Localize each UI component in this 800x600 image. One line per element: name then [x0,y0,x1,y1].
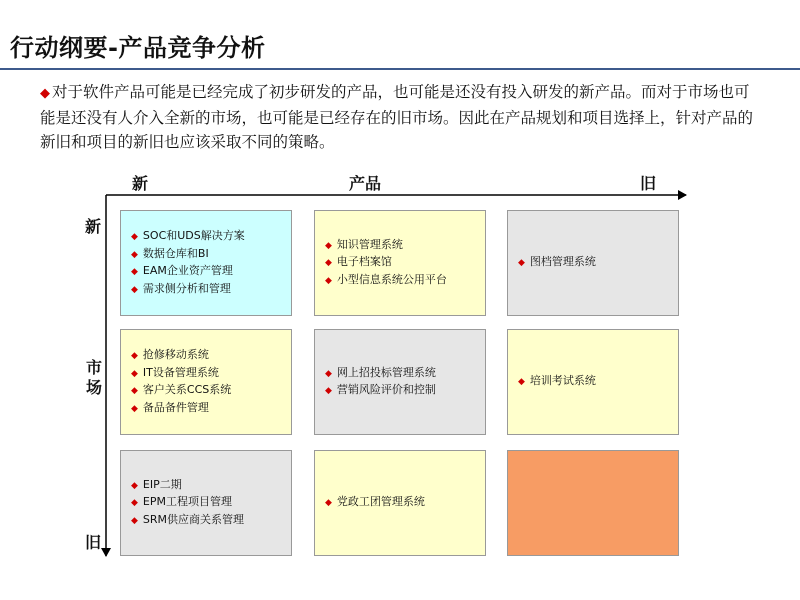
list-item-label: IT设备管理系统 [142,365,219,379]
list-item [325,254,447,272]
product-new-label: 新 [132,174,149,193]
diamond-bullet-icon: ◆ [131,403,138,414]
diamond-bullet-icon: ◆ [131,249,138,260]
list-item [518,254,596,272]
list-item [131,246,245,264]
matrix-cell-new-new [120,210,292,316]
diamond-bullet-icon: ◆ [131,351,138,361]
market-new-label: 新 [85,217,102,236]
diamond-bullet-icon: ◆ [131,386,138,396]
list-item [131,494,244,512]
list-item-label: 知识管理系统 [336,237,403,251]
diamond-bullet-icon: ◆ [325,368,332,379]
list-item [131,228,245,246]
title-divider [0,68,800,70]
list-item-label: 抢修移动系统 [142,348,209,361]
diamond-bullet-icon: ◆ [325,240,332,251]
list-item-label: SRM供应商关系管理 [142,512,245,526]
list-item-label: SOC和UDS解决方案 [142,229,245,242]
list-item-label: 小型信息系统公用平台 [336,272,447,286]
list-item [131,365,231,383]
list-item-label: 图档管理系统 [529,255,596,269]
list-item [131,477,244,495]
diamond-bullet-icon: ◆ [325,275,332,286]
diamond-bullet-icon: ◆ [131,267,138,277]
page-title: 行动纲要-产品竞争分析 [10,34,266,62]
matrix-cell-old-new [120,450,292,556]
diamond-bullet-icon: ◆ [518,258,525,269]
list-item-label: 党政工团管理系统 [336,495,425,509]
intro-paragraph [40,80,760,154]
list-item-label: 备品备件管理 [142,400,209,414]
diamond-bullet-icon: ◆ [131,515,138,526]
list-item [131,281,245,299]
diamond-bullet-icon: ◆ [325,258,332,269]
diamond-bullet-icon: ◆ [131,284,138,295]
list-item-label: EAM企业资产管理 [142,264,233,277]
diamond-bullet-icon: ◆ [131,498,138,509]
list-item [131,512,244,530]
diamond-bullet-icon: ◆ [131,232,138,242]
diamond-bullet-icon: ◆ [131,368,138,379]
list-item-label: EIP二期 [142,477,182,491]
list-item-label: 培训考试系统 [529,374,596,388]
list-item-label: 客户关系CCS系统 [142,383,232,396]
list-item [131,382,231,400]
matrix-cell-mid-old [507,329,679,435]
matrix-cell-new-old [507,210,679,316]
intro-text: 对于软件产品可能是已经完成了初步研发的产品，也可能是还没有投入研发的新产品。而对于市场也可能是还没有人介入全新的市场，也可能是已经存在的旧市场。因此在产品规划和项目选择上，针对产品的新旧和项目的新旧也应该采取不同的策略。 [40,83,754,151]
matrix-cell-old-mid [314,450,486,556]
list-item [325,494,425,512]
list-item-label: 电子档案馆 [336,255,392,269]
list-item [518,373,596,391]
diamond-bullet-icon: ◆ [325,386,332,396]
list-item [131,400,231,418]
matrix-cell-mid-mid [314,329,486,435]
list-item [131,263,245,281]
matrix-cell-new-mid [314,210,486,316]
list-item-label: 网上招投标管理系统 [336,365,436,379]
product-axis-label: 产品 [349,174,382,193]
market-old-label: 旧 [85,533,102,552]
market-axis-label: 市场 [85,358,102,397]
list-item-label: EPM工程项目管理 [142,495,232,509]
list-item [325,382,436,400]
matrix-cell-mid-new [120,329,292,435]
list-item-label: 数据仓库和BI [142,246,209,260]
product-old-label: 旧 [640,174,657,193]
list-item-label: 需求侧分析和管理 [142,281,231,295]
diamond-bullet-icon: ◆ [518,377,525,388]
diamond-bullet-icon: ◆ [40,86,50,101]
diamond-bullet-icon: ◆ [325,498,332,509]
list-item [325,272,447,290]
diamond-bullet-icon: ◆ [131,480,138,491]
list-item [325,237,447,255]
list-item-label: 营销风险评价和控制 [336,383,436,396]
list-item [131,347,231,365]
matrix-cell-old-old [507,450,679,556]
list-item [325,365,436,383]
